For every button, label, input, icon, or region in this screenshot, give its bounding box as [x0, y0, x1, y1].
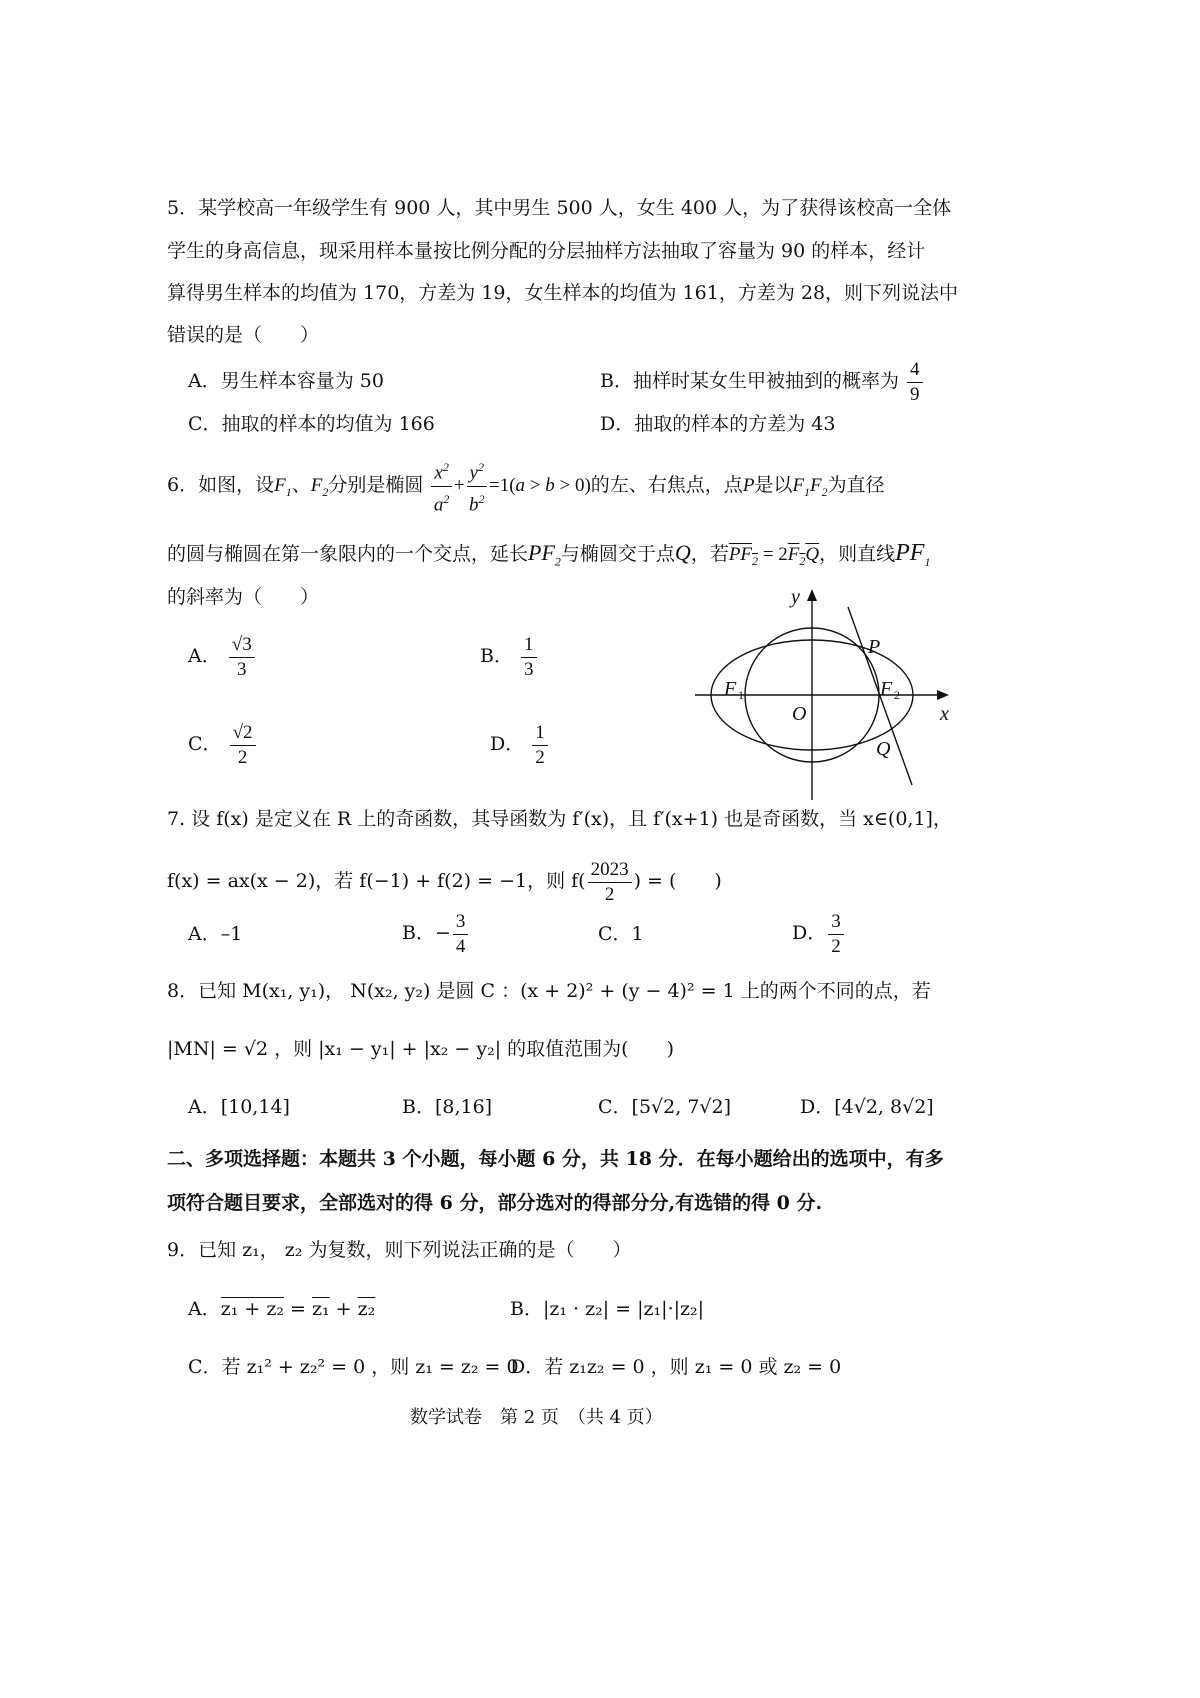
q5-option-d: D．抽取的样本的方差为 43: [600, 413, 836, 435]
fraction-denominator: 2: [604, 883, 615, 905]
option-label: B．−: [402, 922, 451, 944]
q6-option-a: [188, 628, 257, 684]
q8-option-a: A．[10,14]: [188, 1096, 290, 1118]
conjugate-z1: z₁: [312, 1298, 330, 1320]
label-y: y: [791, 586, 800, 608]
q6-line3: 的斜率为（ ）: [167, 586, 320, 608]
q9-option-d: D．若 z₁z₂ = 0 ，则 z₁ = 0 或 z₂ = 0: [510, 1356, 842, 1378]
plus-sign: +: [329, 1298, 358, 1320]
q5-option-b-text: B．抽样时某女生甲被抽到的概率为: [600, 370, 899, 392]
label-f2-sub: 2: [894, 688, 900, 702]
q6-text: 为直径: [827, 474, 885, 496]
ellipse-term-x: $\frac{x^2}{a^2}$: [431, 455, 451, 517]
fraction-numerator: 1: [532, 721, 548, 746]
q9-line1: 9．已知 z₁， z₂ 为复数，则下列说法正确的是（ ）: [167, 1239, 632, 1261]
ellipse-term-y: $\frac{y^2}{b^2}$: [467, 455, 487, 517]
q6-option-d: [490, 716, 550, 772]
q5-option-a: A．男生样本容量为 50: [188, 370, 384, 392]
fraction-denominator: 4: [455, 935, 466, 957]
fraction-denominator: 9: [910, 383, 920, 405]
label-f2: F: [880, 678, 893, 700]
q6-text: 的左、右焦点，点: [590, 474, 743, 496]
equals-sign: =: [284, 1298, 312, 1320]
q6-text: 6．如图，设: [167, 474, 275, 496]
section2-line2: 项符合题目要求，全部选对的得 6 分，部分选对的得部分分,有选错的得 0 分.: [167, 1192, 823, 1214]
section2-line1: 二、多项选择题：本题共 3 个小题，每小题 6 分，共 18 分．在每小题给出的选项中，有多: [167, 1148, 944, 1170]
label-f1: F: [724, 678, 737, 700]
q8-option-c: C．[5√2, 7√2]: [598, 1096, 732, 1118]
q5-option-b: [600, 352, 925, 410]
option-label: D．: [792, 922, 827, 944]
q8-option-b: B．[8,16]: [402, 1096, 493, 1118]
fraction-denominator: 3: [524, 658, 534, 680]
fraction-numerator: 2023: [588, 858, 632, 883]
q6-text: 与椭圆交于点: [560, 543, 675, 565]
q6-text: ，则直线: [819, 543, 896, 565]
fraction-numerator: √2: [230, 721, 256, 746]
q6-line2: 的圆与椭圆在第一象限内的一个交点，延长$PF_2$与椭圆交于点Q，若$PF_2 = 2F_2Q$，则直线$PF_1$: [167, 540, 931, 569]
q5-line2: 学生的身高信息，现采用样本量按比例分配的分层抽样方法抽取了容量为 90 的样本，经计: [167, 240, 926, 262]
fraction-denominator: 2: [831, 935, 841, 957]
q5-option-c: C．抽取的样本的均值为 166: [188, 413, 435, 435]
fraction-numerator: 4: [907, 358, 923, 383]
q5-line4: 错误的是（ ）: [167, 324, 320, 346]
q6-text: 分别是椭圆: [328, 474, 424, 496]
q8-option-d: D．[4√2, 8√2]: [800, 1096, 934, 1118]
y-axis-arrow-icon: [807, 589, 817, 601]
q6-text: 是以: [754, 474, 793, 496]
q7-option-b: [402, 905, 470, 961]
q5-option-b-fraction: [907, 358, 923, 407]
q6-line1: 6．如图，设$F_1$、$F_2$分别是椭圆 $\frac{x^2}{a^2}$ + $\frac{y^2}{b^2}$ =1(a > b > 0)的左、右焦点，点P是以$F_1F_2$为直径: [167, 455, 885, 522]
conjugate-z2: z₂: [357, 1298, 376, 1320]
q9-option-c: C．若 z₁² + z₂² = 0 ，则 z₁ = z₂ = 0: [188, 1356, 519, 1378]
fraction-numerator: 3: [453, 910, 469, 935]
q7-option-c: C．1: [598, 923, 644, 945]
option-label: B．: [480, 645, 513, 667]
q9-option-a: [188, 1296, 375, 1322]
fraction-numerator: 3: [828, 910, 844, 935]
ellipse-circle-figure: [690, 585, 960, 805]
label-p: P: [868, 636, 881, 658]
option-label: C．: [188, 733, 222, 755]
fraction-denominator: 3: [237, 658, 247, 680]
label-f1-sub: 1: [738, 688, 744, 702]
q5-line1: 5．某学校高一年级学生有 900 人，其中男生 500 人，女生 400 人，为了获得该校高一全体: [167, 197, 952, 219]
q6-option-c: [188, 716, 258, 772]
option-label: D．: [490, 733, 525, 755]
fraction-numerator: √3: [229, 633, 255, 658]
f2-symbol: $F_2$: [310, 475, 329, 499]
fraction-denominator: 2: [237, 746, 248, 768]
q7-line2: [167, 852, 722, 910]
label-o: O: [792, 703, 807, 725]
q6-text: ，若: [690, 543, 729, 565]
q7-option-d: [792, 905, 846, 961]
f1-symbol: $F_1$: [274, 475, 292, 499]
option-label: A．: [188, 645, 221, 667]
fraction-denominator: 2: [535, 746, 545, 768]
option-label: A．: [188, 1298, 221, 1320]
conjugate-sum: z₁ + z₂: [220, 1298, 284, 1320]
x-axis-arrow-icon: [937, 690, 949, 700]
q7-line1: 7. 设 f(x) 是定义在 R 上的奇函数，其导函数为 f′(x)，且 f′(x+1) 也是奇函数，当 x∈(0,1]，: [167, 808, 952, 830]
q7-text: f(x) = ax(x − 2)，若 f(−1) + f(2) = −1，则 f(: [167, 870, 586, 892]
q6-text: 的圆与椭圆在第一象限内的一个交点，延长: [167, 543, 529, 565]
fraction-numerator: 1: [521, 633, 537, 658]
q8-line2: |MN| = √2 ，则 |x₁ − y₁| + |x₂ − y₂| 的取值范围为( ): [167, 1038, 674, 1060]
q7-option-a: A．–1: [188, 923, 243, 945]
q8-line1: 8．已知 M(x₁, y₁)， N(x₂, y₂) 是圆 C ：(x + 2)² + (y − 4)² = 1 上的两个不同的点，若: [167, 980, 931, 1002]
q7-text: ) = ( ): [633, 870, 722, 892]
q9-option-b: B．|z₁ · z₂| = |z₁|·|z₂|: [510, 1298, 705, 1320]
q5-line3: 算得男生样本的均值为 170，方差为 19，女生样本的均值为 161，方差为 28，则下列说法中: [167, 282, 959, 304]
label-q: Q: [876, 738, 891, 760]
page-footer: 数学试卷 第 2 页 （共 4 页）: [410, 1407, 663, 1428]
q6-option-b: [480, 628, 539, 684]
label-x: x: [940, 703, 949, 725]
